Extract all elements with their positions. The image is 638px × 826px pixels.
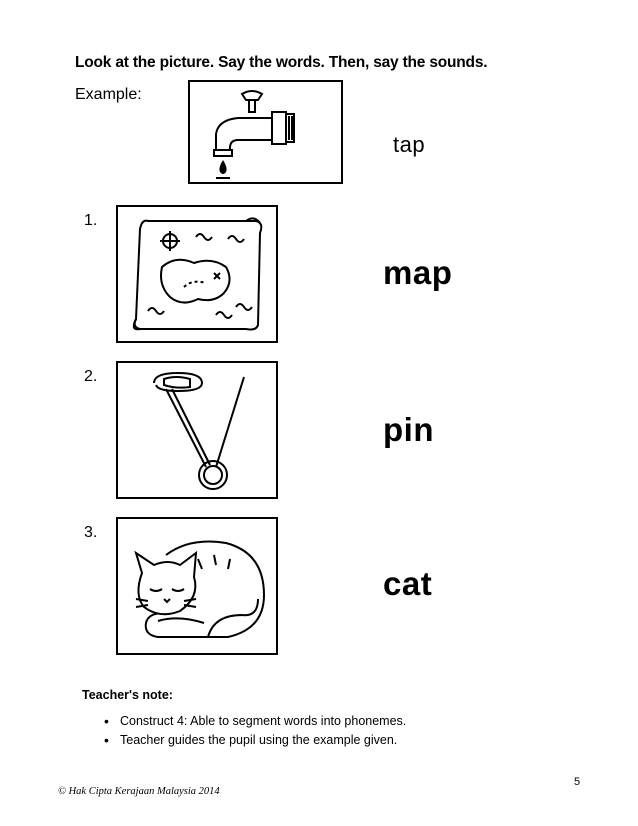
example-word: tap — [393, 132, 426, 157]
example-picture-box — [188, 80, 343, 184]
tap-faucet-icon — [190, 82, 341, 182]
item-picture-box-1 — [116, 205, 278, 343]
teacher-note-list — [104, 714, 406, 752]
instruction-heading: Look at the picture. Say the words. Then, say the sounds. — [75, 54, 488, 71]
treasure-map-icon — [118, 207, 276, 341]
item-number-1: 1. — [84, 212, 98, 229]
item-word-2: pin — [383, 411, 434, 448]
teacher-note-title: Teacher's note: — [82, 688, 173, 702]
item-word-3: cat — [383, 565, 433, 602]
teacher-note-point: • Construct 4: Able to segment words into phonemes. — [104, 714, 406, 728]
sleeping-cat-icon — [118, 519, 276, 653]
item-word-1: map — [383, 254, 453, 291]
page-number: 5 — [574, 776, 581, 788]
item-picture-box-2 — [116, 361, 278, 499]
copyright-notice: © Hak Cipta Kerajaan Malaysia 2014 — [58, 786, 220, 797]
item-number-2: 2. — [84, 368, 98, 385]
example-label: Example: — [75, 86, 142, 103]
item-picture-box-3 — [116, 517, 278, 655]
item-number-3: 3. — [84, 524, 98, 541]
teacher-note-point: • Teacher guides the pupil using the example given. — [104, 733, 406, 747]
safety-pin-icon — [118, 363, 276, 497]
